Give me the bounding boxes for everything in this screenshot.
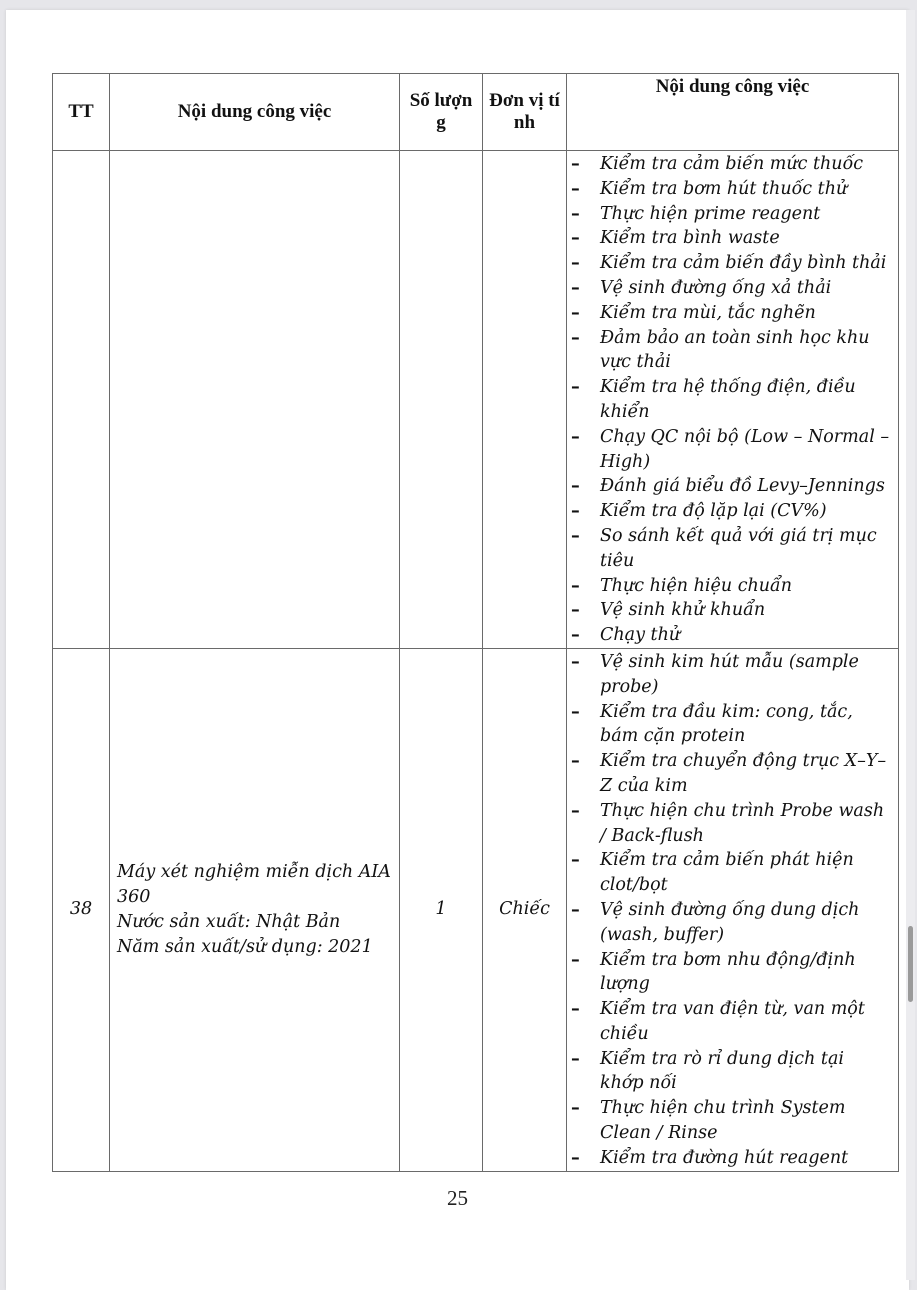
dash-bullet-icon: – <box>571 1098 580 1119</box>
task-text: Thực hiện chu trình System Clean / Rinse <box>600 1098 846 1144</box>
task-text: Thực hiện hiệu chuẩn <box>600 575 793 596</box>
task-item <box>571 1146 892 1171</box>
task-text: Kiểm tra bơm nhu động/định lượng <box>600 949 856 995</box>
task-text: So sánh kết quả với giá trị mục tiêu <box>600 525 877 571</box>
table-header-row <box>53 74 899 151</box>
task-text: Vệ sinh khử khuẩn <box>600 600 766 621</box>
dash-bullet-icon: – <box>571 1048 580 1069</box>
equipment-info-line: Máy xét nghiệm miễn dịch AIA 360 <box>117 862 391 907</box>
header-name: Nội dung công việc <box>110 74 400 151</box>
dash-bullet-icon: – <box>571 203 580 224</box>
task-item <box>571 700 892 750</box>
dash-bullet-icon: – <box>571 377 580 398</box>
task-item <box>571 650 892 700</box>
dash-bullet-icon: – <box>571 178 580 199</box>
task-list <box>567 151 898 648</box>
dash-bullet-icon: – <box>571 850 580 871</box>
header-quantity: Số lượng <box>400 74 483 151</box>
task-text: Kiểm tra rò rỉ dung dịch tại khớp nối <box>600 1048 844 1094</box>
task-text: Thực hiện chu trình Probe wash / Back-flush <box>600 800 885 846</box>
task-item <box>571 326 892 376</box>
dash-bullet-icon: – <box>571 949 580 970</box>
table-body <box>53 151 899 1172</box>
dash-bullet-icon: – <box>571 800 580 821</box>
quantity-cell: 1 <box>400 648 483 1171</box>
task-item <box>571 524 892 574</box>
dash-bullet-icon: – <box>571 575 580 596</box>
task-item <box>571 152 892 177</box>
task-text: Đảm bảo an toàn sinh học khu vực thải <box>600 327 870 373</box>
task-text: Kiểm tra chuyển động trục X–Y–Z của kim <box>600 751 887 796</box>
header-tasks: Nội dung công việc <box>567 74 899 151</box>
task-item <box>571 598 892 623</box>
dash-bullet-icon: – <box>571 327 580 348</box>
dash-bullet-icon: – <box>571 625 580 646</box>
task-text: Kiểm tra cảm biến phát hiện clot/bọt <box>600 850 854 896</box>
document-page <box>6 10 909 1290</box>
task-item <box>571 623 892 648</box>
task-text: Thực hiện prime reagent <box>600 203 821 224</box>
equipment-info-line: Nước sản xuất: Nhật Bản <box>117 911 341 932</box>
task-item <box>571 848 892 898</box>
task-text: Vệ sinh đường ống xả thải <box>600 277 832 298</box>
equipment-info-line: Năm sản xuất/sử dụng: 2021 <box>117 936 373 957</box>
row-number <box>53 151 110 649</box>
task-text: Kiểm tra bình waste <box>600 228 780 249</box>
dash-bullet-icon: – <box>571 476 580 497</box>
dash-bullet-icon: – <box>571 600 580 621</box>
unit-cell <box>483 151 567 649</box>
task-item <box>571 499 892 524</box>
dash-bullet-icon: – <box>571 253 580 274</box>
dash-bullet-icon: – <box>571 701 580 722</box>
task-text: Kiểm tra cảm biến mức thuốc <box>600 154 864 174</box>
table-row <box>53 648 899 1171</box>
dash-bullet-icon: – <box>571 525 580 546</box>
task-item <box>571 948 892 998</box>
dash-bullet-icon: – <box>571 999 580 1020</box>
dash-bullet-icon: – <box>571 154 580 174</box>
task-item <box>571 425 892 475</box>
task-text: Kiểm tra van điện từ, van một chiều <box>600 999 865 1044</box>
task-text: Kiểm tra hệ thống điện, điều khiển <box>600 377 856 422</box>
task-text: Chạy thử <box>600 625 681 646</box>
task-text: Chạy QC nội bộ (Low – Normal – High) <box>600 426 890 472</box>
row-number: 38 <box>53 648 110 1171</box>
task-item <box>571 202 892 227</box>
task-text: Kiểm tra đầu kim: cong, tắc, bám cặn protein <box>600 701 853 747</box>
dash-bullet-icon: – <box>571 651 580 672</box>
equipment-name-cell <box>110 151 400 649</box>
dash-bullet-icon: – <box>571 751 580 772</box>
tasks-cell <box>567 648 899 1171</box>
dash-bullet-icon: – <box>571 228 580 249</box>
dash-bullet-icon: – <box>571 1147 580 1168</box>
task-item <box>571 301 892 326</box>
task-text: Vệ sinh đường ống dung dịch (wash, buffer) <box>600 899 860 945</box>
scrollbar-thumb[interactable] <box>908 926 913 1002</box>
task-text: Kiểm tra đường hút reagent <box>600 1147 849 1168</box>
task-item <box>571 749 892 799</box>
task-item <box>571 375 892 425</box>
task-text: Vệ sinh kim hút mẫu (sample probe) <box>600 651 859 697</box>
page-number: 25 <box>447 1186 468 1210</box>
dash-bullet-icon: – <box>571 501 580 522</box>
task-item <box>571 574 892 599</box>
task-item <box>571 997 892 1047</box>
task-item <box>571 799 892 849</box>
task-item <box>571 1047 892 1097</box>
task-text: Kiểm tra mùi, tắc nghẽn <box>600 302 816 323</box>
unit-cell: Chiếc <box>483 648 567 1171</box>
task-item <box>571 251 892 276</box>
task-text: Đánh giá biểu đồ Levy–Jennings <box>600 476 885 497</box>
work-content-table <box>52 73 899 1172</box>
task-item <box>571 177 892 202</box>
task-item <box>571 474 892 499</box>
task-item <box>571 1096 892 1146</box>
equipment-name-cell <box>110 648 400 1171</box>
task-item <box>571 276 892 301</box>
table-row <box>53 151 899 649</box>
dash-bullet-icon: – <box>571 899 580 920</box>
quantity-cell <box>400 151 483 649</box>
dash-bullet-icon: – <box>571 426 580 447</box>
vertical-scrollbar[interactable] <box>906 10 915 1280</box>
task-text: Kiểm tra độ lặp lại (CV%) <box>600 501 827 522</box>
task-item <box>571 898 892 948</box>
dash-bullet-icon: – <box>571 302 580 323</box>
task-list <box>567 649 898 1171</box>
dash-bullet-icon: – <box>571 277 580 298</box>
header-unit: Đơn vị tính <box>483 74 567 151</box>
task-item <box>571 226 892 251</box>
task-text: Kiểm tra bơm hút thuốc thử <box>600 178 848 199</box>
header-tt: TT <box>53 74 110 151</box>
task-text: Kiểm tra cảm biến đầy bình thải <box>600 253 887 274</box>
tasks-cell <box>567 151 899 649</box>
